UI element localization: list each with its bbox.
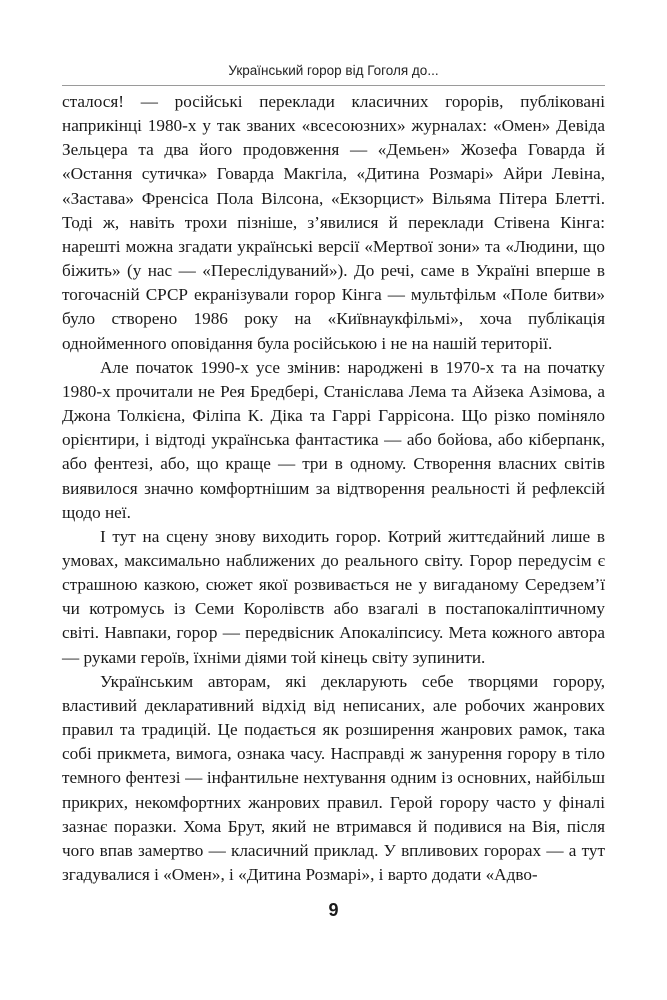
page-body (62, 90, 605, 887)
header-divider (62, 85, 605, 86)
paragraph-2: Але початок 1990-х усе змінив: народжені в 1970-х та на початку 1980-х прочитали не Рея Бредбері, Станіслава Лема та Айзека Азімова, а Джона Толкієна, Філіпа К. Діка та Гаррі Гаррісона. Що різко поміняло орієнтири, і відтоді українська фантастика — або бойова, або кіберпанк, або фентезі, або, що краще — три в одному. Створення власних світів виявилося значно комфортнішим за відтворення реальності й рефлексій щодо неї. (62, 357, 605, 522)
running-head: Український горор від Гоголя до... (228, 63, 439, 78)
page-number: 9 (328, 900, 339, 920)
paragraph-3: І тут на сцену знову виходить горор. Котрий життєдайний лише в умовах, максимально наближених до реального світу. Горор передусім є страшною казкою, сюжет якої розвивається не у вигаданому Середзем’ї чи котромусь із Семи Королівств або взагалі в постапокаліптичному світі. Навпаки, горор — передвісник Апокаліпсису. Мета кожного автора — руками героїв, їхніми діями той кінець світу зупинити. (62, 526, 605, 667)
paragraph-4: Українським авторам, які декларують себе творцями горору, властивий декларативний відхід від неписаних, але робочих жанрових правил та традицій. Це подається як розширення жанрових рамок, така собі прикмета, вимога, ознака часу. Насправді ж занурення горору в тіло темного фентезі — інфантильне нехтування одним із основних, найбільш прикрих, некомфортних жанрових правил. Герой горору часто у фіналі зазнає поразки. Хома Брут, який не втримався й подивися на Вія, після чого впав замертво — класичний приклад. У впливових горорах — а тут згадувалися і «Омен», і «Дитина Розмарі», і варто додати «Адво- (62, 671, 605, 884)
paragraph-1: сталося! — російські переклади класичних горорів, публіковані наприкінці 1980-х у так званих «всесоюзних» журналах: «Омен» Девіда Зельцера та два його продовження — «Демьен» Жозефа Говарда й «Остання сутичка» Говарда Макгіла, «Дитина Розмарі» Айри Левіна, «Застава» Френсіса Пола Вілсона, «Екзорцист» Вільяма Пітера Блетті. Тоді ж, навіть трохи пізніше, з’явилися й переклади Стівена Кінга: нарешті можна згадати українські версії «Мертвої зони» та «Людини, що біжить» (у нас — «Переслідуваний»). До речі, саме в Україні вперше в тогочасній СРСР екранізували горор Кінга — мультфільм «Поле битви» було створено 1986 року на «Київнаукфільмі», хоча публікація однойменного оповідання була російською і не на нашій території. (62, 92, 605, 353)
